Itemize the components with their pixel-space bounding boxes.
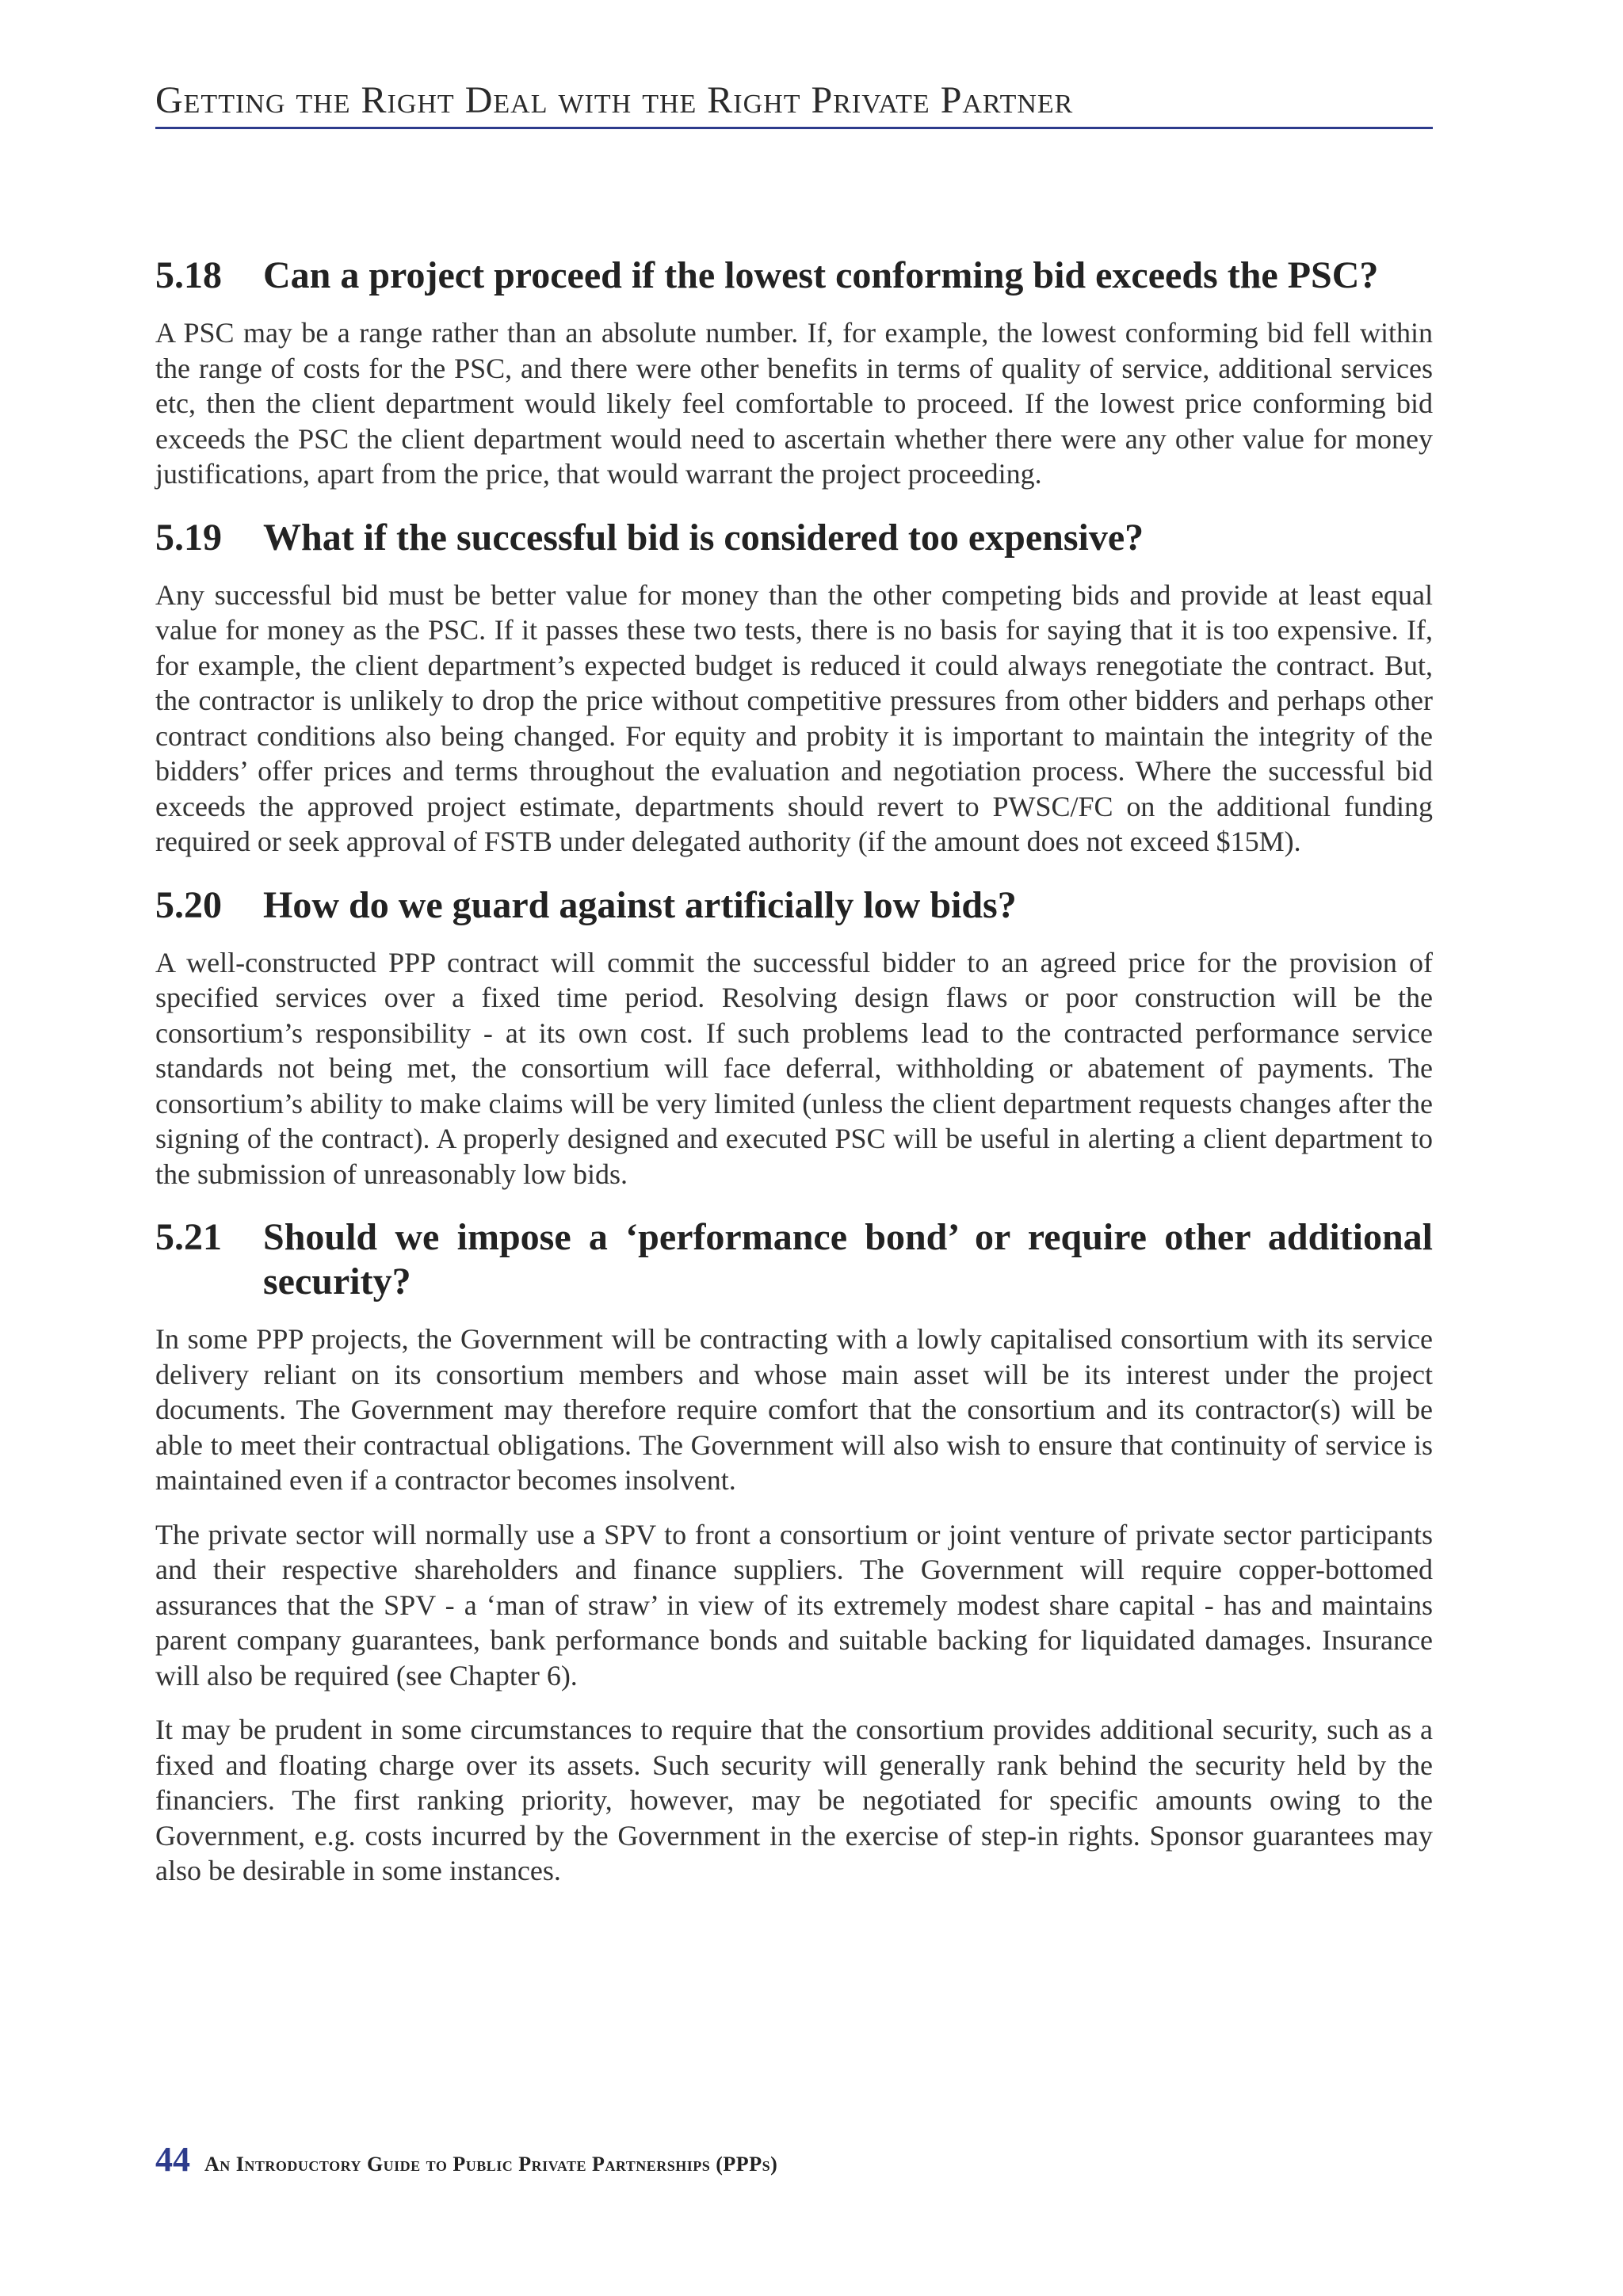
paragraph: A well-constructed PPP contract will commit the successful bidder to an agreed price for the provision of specified services over a fixed time period. Resolving design flaws or poor construction will be the consortium’s responsibility - at its own cost. If such problems lead to the contracted performance service standards not being met, the consortium will face deferral, withholding or abatement of payments. The consortium’s ability to make claims will be very limited (unless the client department requests changes after the signing of the contract). A properly designed and executed PSC will be useful in alerting a client department to the submission of unreasonably low bids. xyxy=(155,946,1433,1190)
section-heading xyxy=(155,883,1433,928)
section-number: 5.21 xyxy=(155,1216,222,1258)
paragraph: The private sector will normally use a SPV to front a consortium or joint venture of private sector participants and their respective shareholders and finance suppliers. The Government will require copper-bottomed assurances that the SPV - a ‘man of straw’ in view of its extremely modest share capital - has and maintains parent company guarantees, bank performance bonds and suitable backing for liquidated damages. Insurance will also be required (see Chapter 6). xyxy=(155,1518,1433,1691)
section-number: 5.18 xyxy=(155,254,222,296)
page-content xyxy=(155,254,1433,1913)
page-header xyxy=(155,79,1433,129)
paragraph: In some PPP projects, the Government will be contracting with a lowly capitalised consortium with its service delivery reliant on its consortium members and whose main asset will be its interest under the project documents. The Government may therefore require comfort that the consortium and its contractor(s) will be able to meet their contractual obligations. The Government will also wish to ensure that continuity of service is maintained even if a contractor becomes insolvent. xyxy=(155,1323,1433,1496)
section-title: How do we guard against artificially low bids? xyxy=(263,883,1017,926)
paragraph: A PSC may be a range rather than an absolute number. If, for example, the lowest conforming bid fell within the range of costs for the PSC, and there were other benefits in terms of quality of service, additional services etc, then the client department would likely feel comfortable to proceed. If the lowest price conforming bid exceeds the PSC the client department would need to ascertain whether there were any other value for money justifications, apart from the price, that would warrant the project proceeding. xyxy=(155,317,1433,490)
section-title: Should we impose a ‘performance bond’ or require other additional security? xyxy=(263,1216,1433,1302)
running-header-title: Getting the Right Deal with the Right Private Partner xyxy=(155,79,1074,121)
section-5-18 xyxy=(155,254,1433,492)
paragraph: It may be prudent in some circumstances to require that the consortium provides additional security, such as a fixed and floating charge over its assets. Such security will generally rank behind the security held by the financiers. The first ranking priority, however, may be negotiated for specific amounts owing to the Government, e.g. costs incurred by the Government in the exercise of step-in rights. Sponsor guarantees may also be desirable in some instances. xyxy=(155,1714,1433,1886)
section-title: Can a project proceed if the lowest conforming bid exceeds the PSC? xyxy=(263,254,1379,296)
section-5-20 xyxy=(155,883,1433,1192)
section-title: What if the successful bid is considered too expensive? xyxy=(263,516,1144,559)
section-number: 5.19 xyxy=(155,516,222,559)
section-5-19 xyxy=(155,516,1433,860)
paragraph: Any successful bid must be better value for money than the other competing bids and provide at least equal value for money as the PSC. If it passes these two tests, there is no basis for saying that it is too expensive. If, for example, the client department’s expected budget is reduced it could always renegotiate the contract. But, the contractor is unlikely to drop the price without competitive pressures from other bidders and perhaps other contract conditions also being changed. For equity and probity it is important to maintain the integrity of the bidders’ offer prices and terms throughout the evaluation and negotiation process. Where the successful bid exceeds the approved project estimate, departments should revert to PWSC/FC on the additional funding required or seek approval of FSTB under delegated authority (if the amount does not exceed $15M). xyxy=(155,578,1433,857)
section-heading xyxy=(155,516,1433,560)
section-heading xyxy=(155,254,1433,298)
section-number: 5.20 xyxy=(155,883,222,926)
section-5-21 xyxy=(155,1215,1433,1889)
page-footer xyxy=(155,2139,777,2180)
section-heading xyxy=(155,1215,1433,1304)
page-number: 44 xyxy=(155,2140,190,2179)
footer-title: An Introductory Guide to Public Private Partnerships (PPPs) xyxy=(204,2153,778,2176)
